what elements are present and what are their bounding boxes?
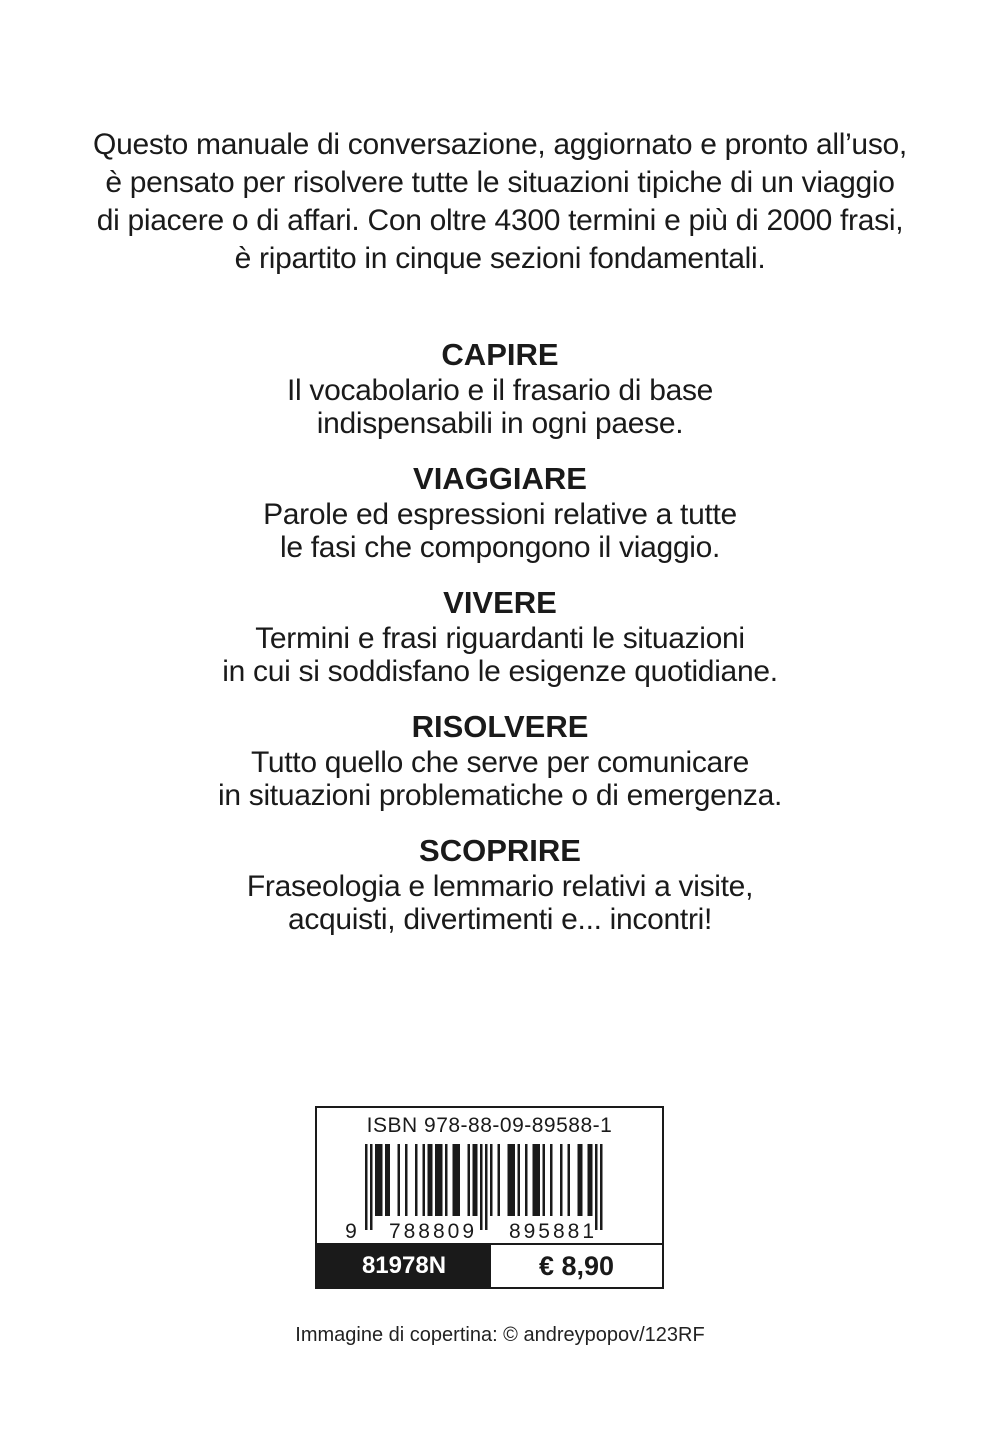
section-description-line: Parole ed espressioni relative a tutte [263, 498, 737, 531]
barcode-bar [475, 1144, 478, 1216]
barcode-bar [533, 1144, 536, 1216]
section-vivere [0, 584, 1000, 688]
barcode-bar [518, 1144, 521, 1216]
section-description-line: in cui si soddisfano le esigenze quotidiane. [222, 655, 778, 688]
barcode-bar [405, 1144, 408, 1216]
barcode-bar [525, 1144, 528, 1216]
barcode-bar [550, 1144, 553, 1216]
section-description-line: Tutto quello che serve per comunicare [250, 746, 750, 779]
barcode-bar [415, 1144, 418, 1216]
barcode-bar [453, 1144, 456, 1216]
barcode-label [315, 1106, 664, 1289]
barcode-bar [580, 1144, 583, 1216]
intro-line: è ripartito in cinque sezioni fondamentali. [234, 242, 766, 275]
barcode-bar [428, 1144, 431, 1216]
barcode-bar [560, 1144, 563, 1216]
isbn-number: ISBN 978-88-09-89588-1 [366, 1114, 613, 1137]
section-title: VIVERE [443, 585, 557, 620]
cover-image-credit: Immagine di copertina: © andreypopov/123RF [295, 1324, 705, 1346]
barcode-bar [600, 1144, 603, 1230]
barcode-bar [590, 1144, 593, 1216]
barcode-bar [485, 1144, 488, 1230]
section-description-line: le fasi che compongono il viaggio. [279, 531, 721, 564]
barcode-bar [480, 1144, 483, 1230]
barcode-bar [510, 1144, 513, 1216]
barcode-bar [365, 1144, 368, 1230]
section-title: SCOPRIRE [419, 833, 581, 868]
barcode-bar [513, 1144, 516, 1216]
intro-paragraph [0, 126, 1000, 278]
barcode-bar [423, 1144, 426, 1216]
barcode-bar [430, 1144, 433, 1216]
section-scoprire [0, 832, 1000, 936]
barcode-bar [578, 1144, 581, 1216]
barcode-bar [508, 1144, 511, 1216]
section-description-line: indispensabili in ogni paese. [316, 407, 684, 440]
barcode-bar [595, 1144, 598, 1230]
barcode-bar [538, 1144, 541, 1216]
section-title: RISOLVERE [411, 709, 589, 744]
section-title: CAPIRE [441, 337, 559, 372]
barcode-bar [375, 1144, 378, 1216]
barcode-bar [435, 1144, 438, 1216]
barcode-bar [370, 1144, 373, 1230]
barcode-bar [398, 1144, 401, 1216]
intro-line: di piacere o di affari. Con oltre 4300 termini e più di 2000 frasi, [96, 204, 904, 237]
section-description-line: acquisti, divertimenti e... incontri! [287, 903, 713, 936]
price: € 8,90 [538, 1250, 615, 1281]
intro-line: è pensato per risolvere tutte le situazioni tipiche di un viaggio [105, 166, 895, 199]
barcode-bar [440, 1144, 443, 1216]
barcode-bar [473, 1144, 476, 1216]
section-description-line: in situazioni problematiche o di emergenza. [217, 779, 783, 812]
barcode-bar [468, 1144, 471, 1216]
section-description-line: Termini e frasi riguardanti le situazioni [255, 622, 745, 655]
barcode-bar [388, 1144, 391, 1216]
barcode-bar [498, 1144, 501, 1216]
barcode-bar [535, 1144, 538, 1216]
barcode-bar [380, 1144, 383, 1216]
section-viaggiare [0, 460, 1000, 564]
section-description-line: Fraseologia e lemmario relativi a visite, [246, 870, 754, 903]
barcode-first-digit: 9 [345, 1220, 357, 1242]
section-capire [0, 336, 1000, 440]
barcode-bar [543, 1144, 546, 1216]
barcode-bar [445, 1144, 448, 1216]
intro-line: Questo manuale di conversazione, aggiornato e pronto all’uso, [93, 128, 907, 161]
barcode-bar [458, 1144, 461, 1216]
barcode-footer [317, 1243, 662, 1287]
barcode-bar [588, 1144, 591, 1216]
section-title: VIAGGIARE [413, 461, 587, 496]
barcode-icon [317, 1144, 662, 1242]
barcode-left-digits: 788809 [388, 1220, 478, 1242]
barcode-bar [455, 1144, 458, 1216]
barcode-bar [568, 1144, 571, 1216]
sections-list [0, 336, 1000, 956]
section-description-line: Il vocabolario e il frasario di base [286, 374, 714, 407]
barcode-bar [385, 1144, 388, 1216]
product-code: 81978N [317, 1245, 491, 1287]
barcode-bar [438, 1144, 441, 1216]
barcode-bar [378, 1144, 381, 1216]
barcode-bar [490, 1144, 493, 1216]
section-risolvere [0, 708, 1000, 812]
barcode-right-digits: 895881 [508, 1220, 598, 1242]
